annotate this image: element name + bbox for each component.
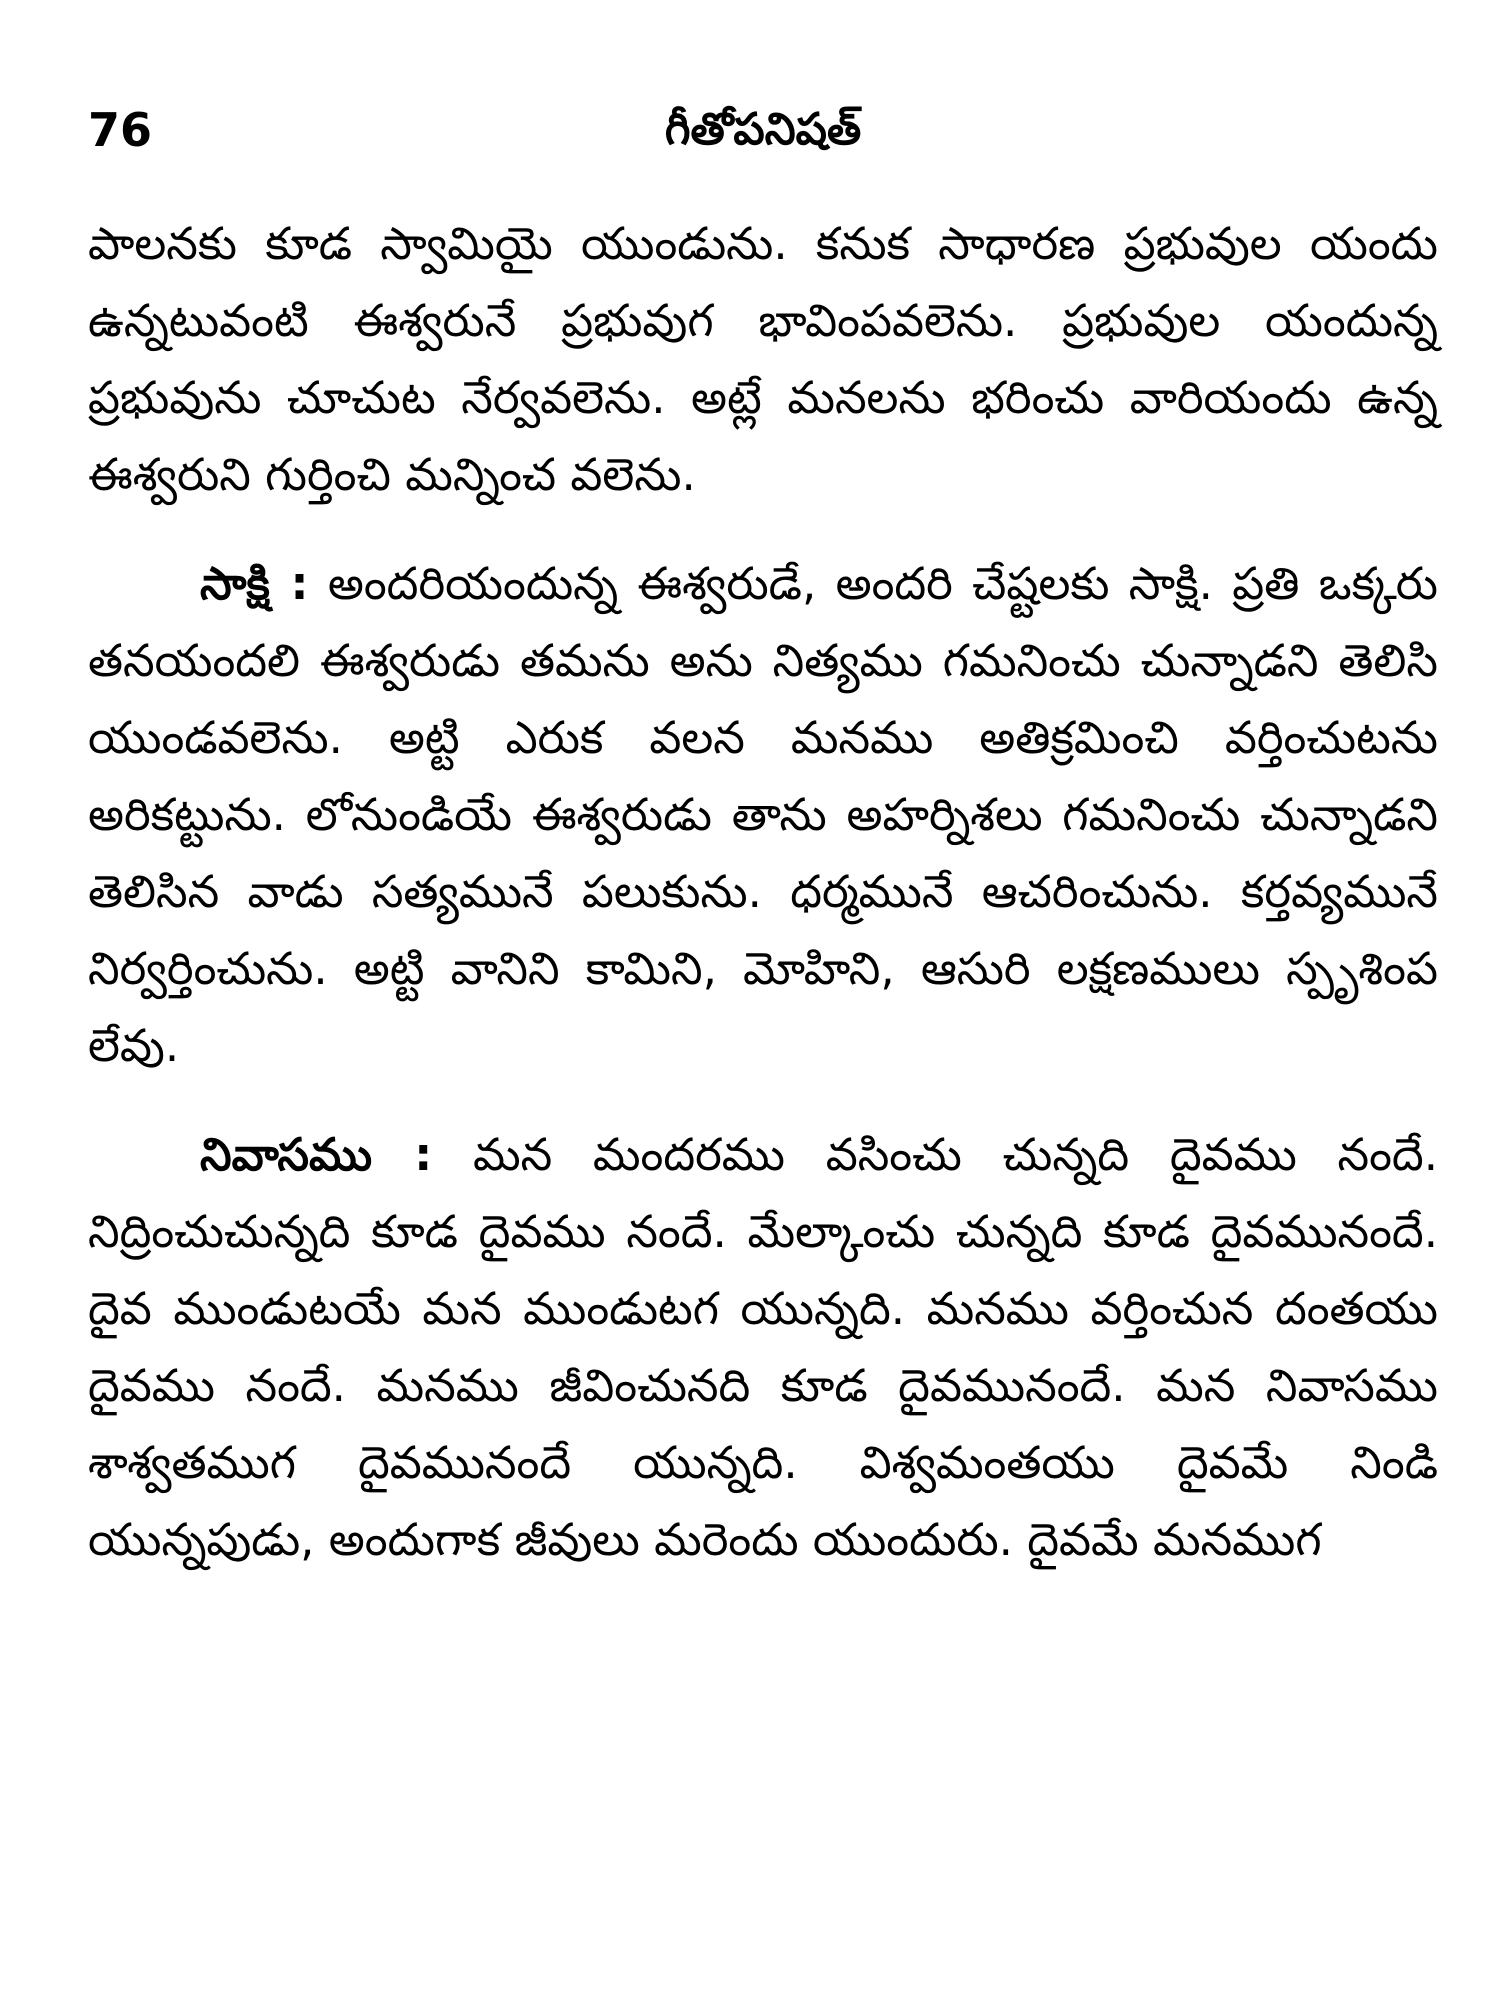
paragraph-text: అందరియందున్న ఈశ్వరుడే, అందరి చేష్టలకు సాక్షి. ప్రతి ఒక్కరు తనయందలి ఈశ్వరుడు తమను అను నిత్యము గమనించు చున్నాడని తెలిసి యుండవలెను. అట్టి ఎరుక వలన మనము అతిక్రమించి వర్తించుటను అరికట్టును. లోనుండియే ఈశ్వరుడు తాను అహర్నిశలు గమనించు చున్నాడని తెలిసిన వాడు సత్యమునే పలుకును. ధర్మమునే ఆచరించును. కర్తవ్యమునే నిర్వర్తించును. అట్టి వానిని కామిని, మోహిని, ఆసురి లక్షణములు స్పృశింప లేవు. xyxy=(88,557,1438,1072)
page-number: 76 xyxy=(88,103,153,157)
paragraph-sakshi xyxy=(88,545,1438,1084)
page-title: గీతోపనిషత్ xyxy=(664,104,862,155)
page-body xyxy=(88,205,1438,1578)
paragraph-lead-term: సాక్షి : xyxy=(200,557,309,610)
paragraph-nivasamu xyxy=(88,1116,1438,1578)
paragraph-continuation xyxy=(88,205,1438,513)
paragraph-text: పాలనకు కూడ స్వామియై యుండును. కనుక సాధారణ ప్రభువుల యందు ఉన్నటువంటి ఈశ్వరునే ప్రభువుగ భావింపవలెను. ప్రభువుల యందున్న ప్రభువును చూచుట నేర్వవలెను. అట్లే మనలను భరించు వారియందు ఉన్న ఈశ్వరుని గుర్తించి మన్నించ వలెను. xyxy=(88,217,1438,501)
paragraph-lead-term: నివాసము : xyxy=(200,1128,433,1181)
page-header xyxy=(88,95,1438,165)
paragraph-text: మన మందరము వసించు చున్నది దైవము నందే. నిద్రించుచున్నది కూడ దైవము నందే. మేల్కాంచు చున్నది కూడ దైవమునందే. దైవ ముండుటయే మన ముండుటగ యున్నది. మనము వర్తించున దంతయు దైవము నందే. మనము జీవించునది కూడ దైవమునందే. మన నివాసము శాశ్వతముగ దైవమునందే యున్నది. విశ్వమంతయు దైవమే నిండి యున్నపుడు, అందుగాక జీవులు మరెందు యుందురు. దైవమే మనముగ xyxy=(88,1128,1438,1566)
